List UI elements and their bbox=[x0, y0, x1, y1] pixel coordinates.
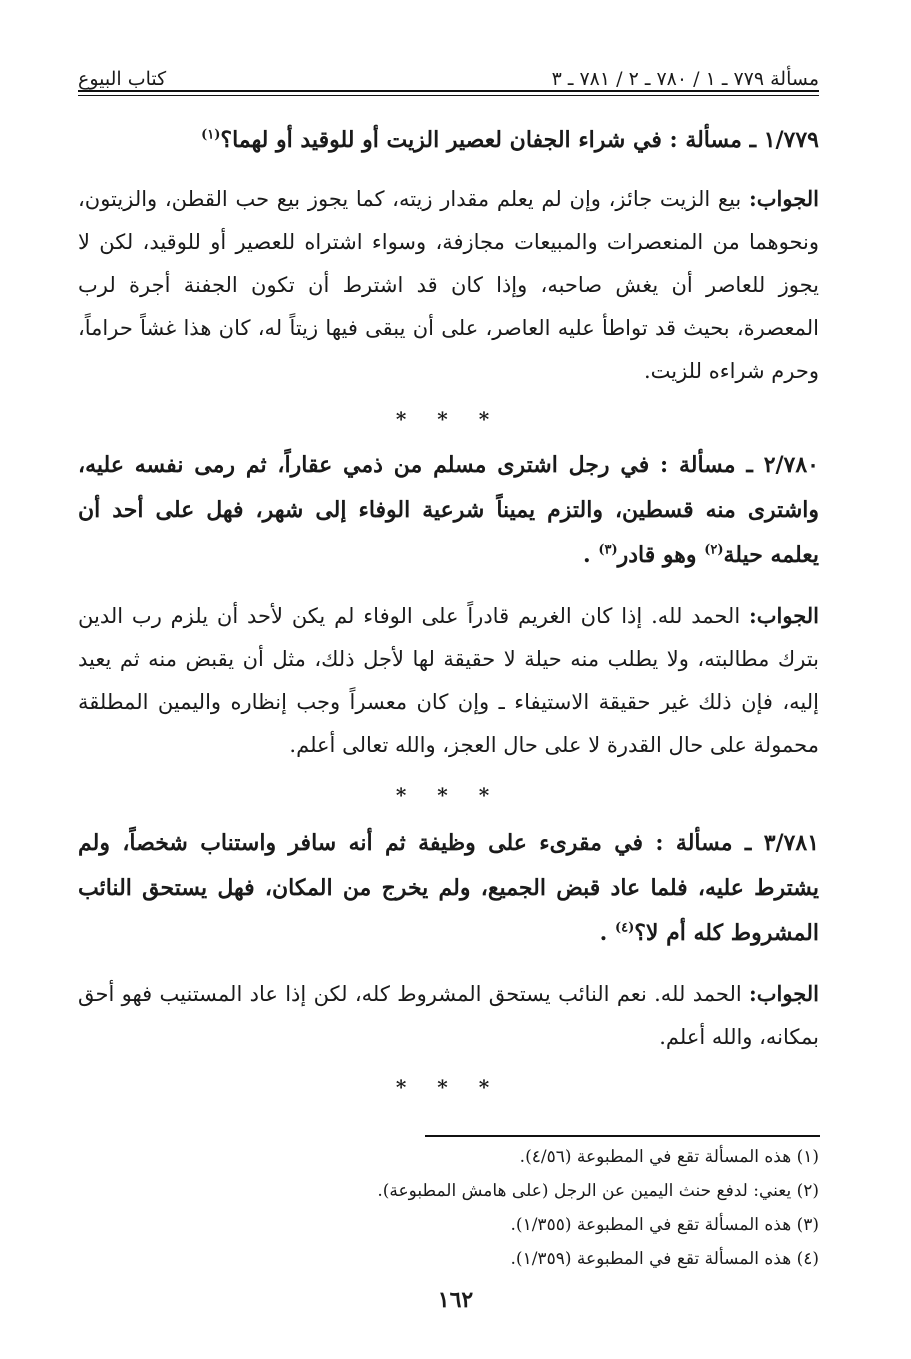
header-book-title: كتاب البيوع bbox=[78, 68, 167, 90]
question-780-tail: . bbox=[583, 542, 599, 568]
running-header bbox=[78, 56, 819, 90]
footnote-1: (١) هذه المسألة تقع في المطبوعة (٤/٥٦). bbox=[519, 1147, 819, 1167]
question-781 bbox=[78, 821, 819, 956]
section-separator: * * * bbox=[395, 1075, 502, 1099]
answer-label: الجواب: bbox=[749, 603, 819, 628]
footnote-rule bbox=[425, 1135, 820, 1137]
question-780-text: ٢/٧٨٠ ـ مسألة : في رجل اشترى مسلم من ذمي عقاراً، ثم رمى نفسه عليه، واشترى منه قسطين، والتزم يميناً شرعية الوفاء إلى شهر، فهل على أحد أن يعلمه حيلة bbox=[78, 452, 819, 568]
question-780 bbox=[78, 443, 819, 578]
footnote-ref-3: (٣) bbox=[598, 542, 618, 558]
answer-780 bbox=[78, 594, 819, 767]
footnote-2: (٢) يعني: لدفع حنث اليمين عن الرجل (على هامش المطبوعة). bbox=[377, 1181, 819, 1201]
question-781-tail: . bbox=[599, 920, 615, 946]
footnote-ref-1: (١) bbox=[201, 127, 221, 143]
header-issue-range: مسألة ٧٧٩ ـ ١ / ٧٨٠ ـ ٢ / ٧٨١ ـ ٣ bbox=[551, 68, 819, 90]
question-781-text: ٣/٧٨١ ـ مسألة : في مقرىء على وظيفة ثم أنه سافر واستناب شخصاً، ولم يشترط عليه، فلما عاد قبض الجميع، ولم يخرج من المكان، فهل يستحق النائب المشروط كله أم لا؟ bbox=[78, 830, 820, 946]
answer-label: الجواب: bbox=[749, 186, 819, 211]
section-separator: * * * bbox=[395, 407, 502, 431]
question-779-text: ١/٧٧٩ ـ مسألة : في شراء الجفان لعصير الزيت أو للوقيد أو لهما؟ bbox=[220, 127, 819, 153]
answer-779-text: بيع الزيت جائز، وإن لم يعلم مقدار زيته، كما يجوز بيع حب القطن، والزيتون، ونحوهما من المنعصرات والمبيعات مجازفة، وسواء اشتراه للعصير أو للوقيد، لكن لا يجوز للعاصر أن يغش صاحبه، وإذا كان قد اشترط أن تكون الجفنة أجرة لرب المعصرة، بحيث قد تواطأ عليه العاصر، على أن يبقى فيها زيتاً له، كان هذا غشاً حراماً، وحرم شراءه للزيت. bbox=[78, 187, 819, 383]
header-rule-thin bbox=[78, 95, 819, 96]
main-text bbox=[78, 118, 819, 1099]
section-separator: * * * bbox=[395, 783, 502, 807]
page-number: ١٦٢ bbox=[437, 1287, 474, 1313]
answer-781 bbox=[78, 972, 819, 1059]
footnotes bbox=[78, 1140, 819, 1276]
footnote-3: (٣) هذه المسألة تقع في المطبوعة (١/٣٥٥). bbox=[510, 1215, 819, 1235]
question-779 bbox=[78, 118, 819, 163]
footnote-ref-4: (٤) bbox=[614, 920, 635, 936]
header-rule-thick bbox=[78, 90, 819, 92]
footnote-4: (٤) هذه المسألة تقع في المطبوعة (١/٣٥٩). bbox=[510, 1249, 819, 1269]
answer-label: الجواب: bbox=[749, 981, 819, 1006]
footnote-ref-2: (٢) bbox=[704, 542, 724, 558]
question-780-text-2: وهو قادر bbox=[617, 542, 705, 568]
answer-779 bbox=[78, 177, 819, 393]
answer-780-text: الحمد لله. إذا كان الغريم قادراً على الوفاء لم يكن لأحد أن يلزم رب الدين بترك مطالبته، ولا يطلب منه حيلة لا حقيقة لها لأجل ذلك، مثل أن يقبض منه ثم يعيد إليه، فإن ذلك غير حقيقة الاستيفاء ـ وإن كان معسراً وجب إنظاره واليمين المطلقة محمولة على حال القدرة لا على حال العجز، والله تعالى أعلم. bbox=[78, 604, 819, 757]
answer-781-text: الحمد لله. نعم النائب يستحق المشروط كله، لكن إذا عاد المستنيب فهو أحق بمكانه، والله أعلم. bbox=[78, 982, 819, 1049]
